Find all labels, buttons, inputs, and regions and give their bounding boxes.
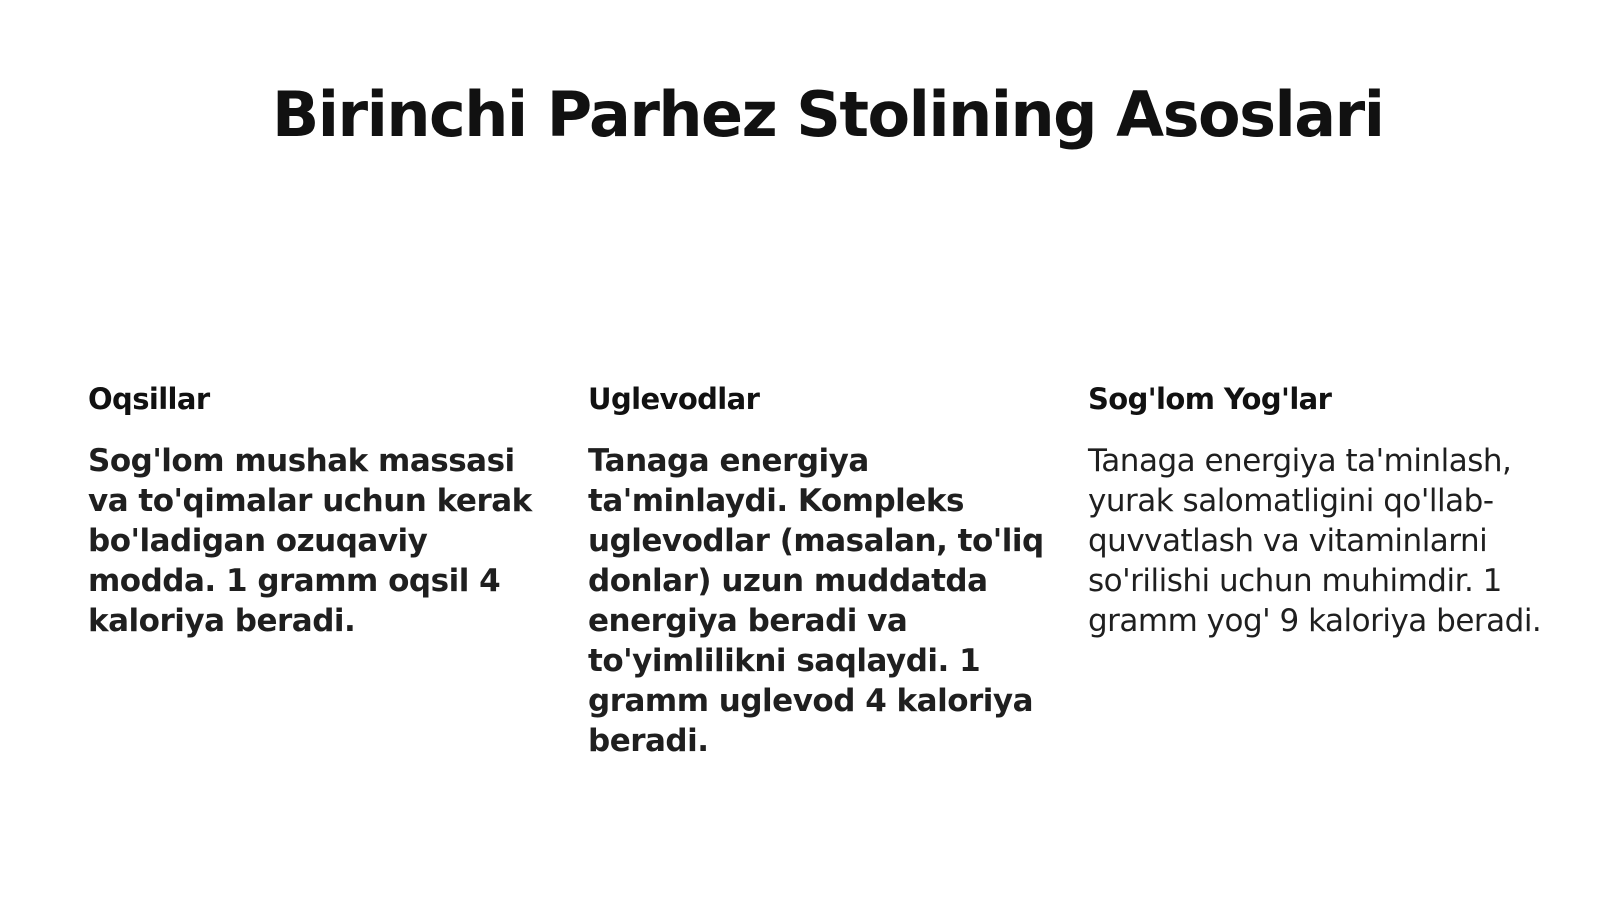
slide-title: Birinchi Parhez Stolining Asoslari xyxy=(272,78,1384,151)
column-healthy-fats xyxy=(1088,382,1548,641)
column-body: Sog'lom mushak massasi va to'qimalar uchun kerak bo'ladigan ozuqaviy modda. 1 gramm oqsil 4 kaloriya beradi. xyxy=(88,442,532,639)
column-heading: Uglevodlar xyxy=(588,382,760,416)
column-proteins xyxy=(88,382,548,641)
column-heading: Sog'lom Yog'lar xyxy=(1088,382,1332,416)
column-heading: Oqsillar xyxy=(88,382,210,416)
column-body: Tanaga energiya ta'minlash, yurak salomatligini qo'llab-quvvatlash va vitaminlarni so'rilishi uchun muhimdir. 1 gramm yog' 9 kaloriya beradi. xyxy=(1088,442,1542,639)
column-body: Tanaga energiya ta'minlaydi. Kompleks uglevodlar (masalan, to'liq donlar) uzun muddatda energiya beradi va to'yimlilikni saqlaydi. 1 gramm uglevod 4 kaloriya beradi. xyxy=(588,442,1044,759)
column-carbohydrates xyxy=(588,382,1048,761)
